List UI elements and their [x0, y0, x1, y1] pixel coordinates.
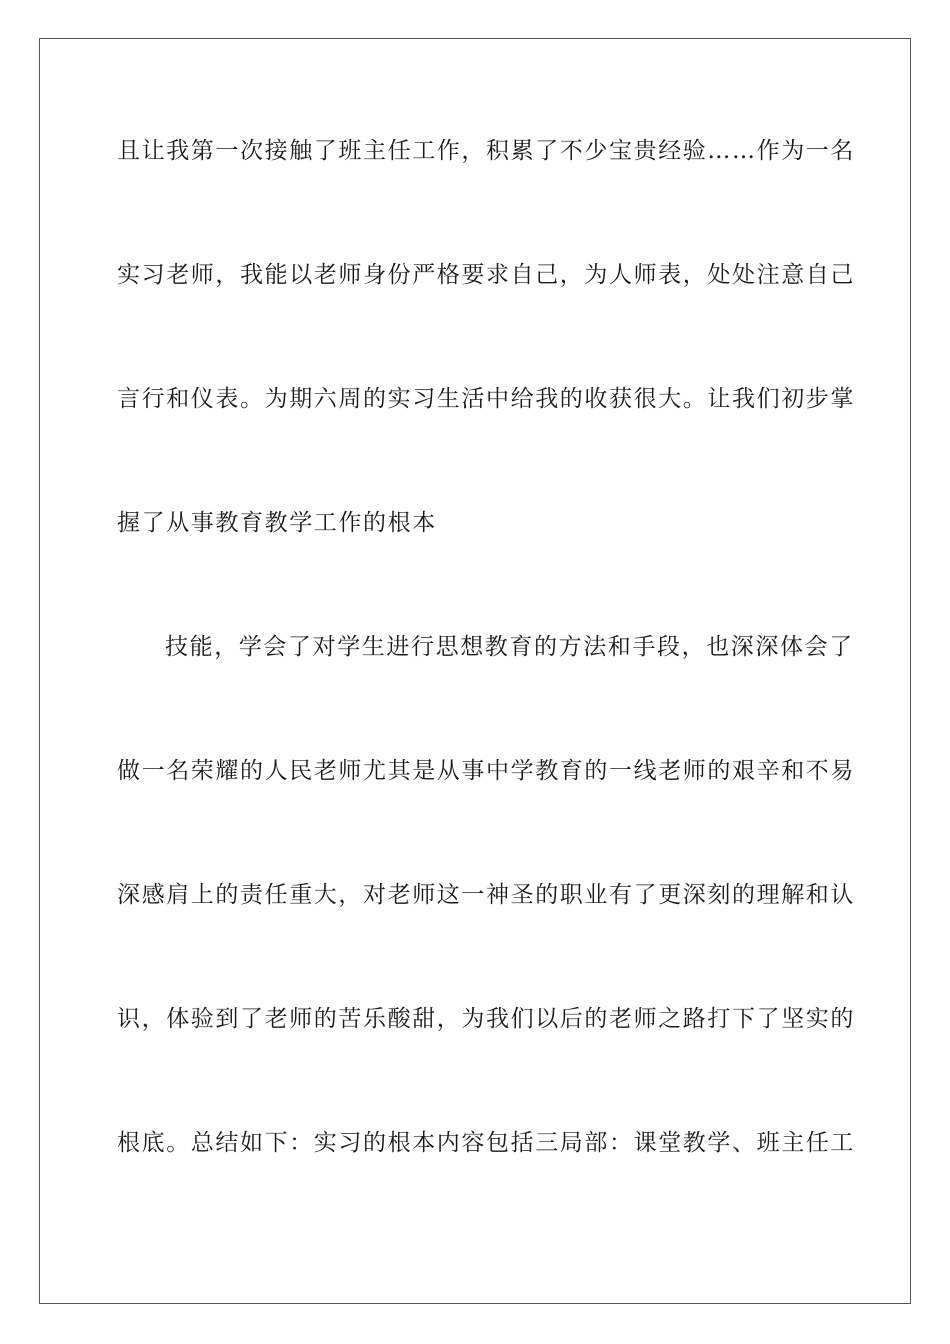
page-border: [39, 38, 911, 1304]
text-line: 实习老师，我能以老师身份严格要求自己，为人师表，处处注意自己: [117, 262, 855, 288]
text-line: 技能，学会了对学生进行思想教育的方法和手段，也深深体会了: [165, 634, 854, 660]
text-line: 言行和仪表。为期六周的实习生活中给我的收获很大。让我们初步掌: [117, 386, 855, 412]
text-line: 深感肩上的责任重大，对老师这一神圣的职业有了更深刻的理解和认: [117, 882, 855, 908]
text-line: 握了从事教育教学工作的根本: [117, 510, 437, 536]
text-line: 且让我第一次接触了班主任工作，积累了不少宝贵经验……作为一名: [117, 138, 855, 164]
text-line: 做一名荣耀的人民老师尤其是从事中学教育的一线老师的艰辛和不易: [117, 758, 855, 784]
text-line: 识，体验到了老师的苦乐酸甜，为我们以后的老师之路打下了坚实的: [117, 1006, 855, 1032]
text-line: 根底。总结如下：实习的根本内容包括三局部：课堂教学、班主任工: [117, 1130, 855, 1156]
